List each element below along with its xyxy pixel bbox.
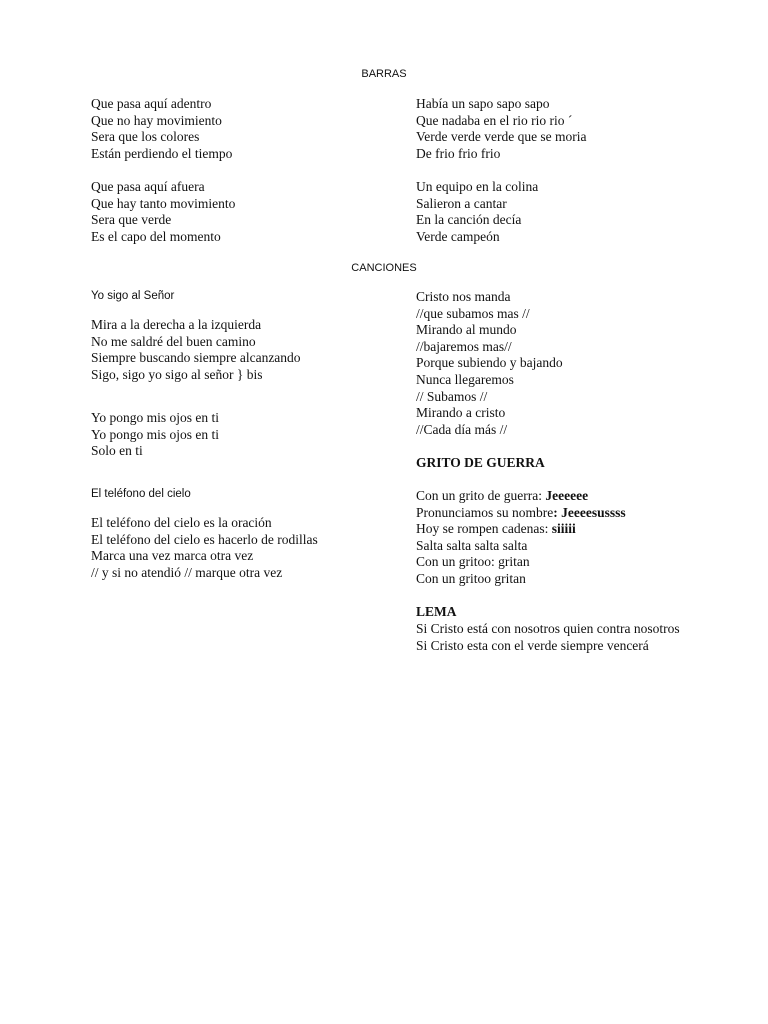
text-line: [416, 505, 626, 522]
cristo-manda-verse: [416, 289, 563, 438]
text-line: El teléfono del cielo es la oración: [91, 515, 272, 530]
text-line: Porque subiendo y bajando: [416, 355, 563, 371]
text-line: Si Cristo esta con el verde siempre vencerá: [416, 637, 649, 653]
text-bold: siiiii: [551, 521, 576, 537]
song-title-telefono: El teléfono del cielo: [91, 488, 191, 500]
text-line: Solo en ti: [91, 443, 143, 459]
text-line: Mirando a cristo: [416, 405, 506, 421]
text-line: Verde verde verde que se moria: [416, 129, 587, 145]
text-line: // y si no atendió // marque otra vez: [91, 564, 283, 580]
text-line: Que pasa aquí adentro: [91, 96, 212, 111]
text-plain: Con un grito de guerra:: [416, 488, 546, 503]
text-line: En la canción decía: [416, 212, 522, 228]
text-line: No me saldré del buen camino: [91, 333, 256, 349]
text-line: Están perdiendo el tiempo: [91, 145, 233, 161]
grito-title: GRITO DE GUERRA: [416, 455, 545, 470]
barras-left-stanza-1: [91, 96, 232, 162]
text-line: Un equipo en la colina: [416, 179, 539, 194]
grito-verse: [416, 488, 626, 588]
lema-verse: [416, 621, 680, 654]
text-line: //que subamos mas //: [416, 305, 530, 321]
yo-sigo-verse-2: [91, 410, 219, 460]
text-line: Siempre buscando siempre alcanzando: [91, 350, 301, 366]
text-line: Que hay tanto movimiento: [91, 195, 236, 211]
text-line: [416, 521, 626, 538]
text-line: Sigo, sigo yo sigo al señor } bis: [91, 366, 263, 382]
text-line: De frio frio frio: [416, 145, 501, 161]
text-line: Marca una vez marca otra vez: [91, 548, 254, 564]
text-plain: Hoy se rompen cadenas:: [416, 521, 552, 537]
text-line: Había un sapo sapo sapo: [416, 96, 550, 111]
text-line: Cristo nos manda: [416, 289, 511, 304]
text-line: Que pasa aquí afuera: [91, 179, 205, 194]
text-plain: Pronunciamos su nombre: [416, 504, 554, 520]
text-line: Mirando al mundo: [416, 322, 517, 338]
heading-canciones: CANCIONES: [351, 262, 417, 274]
text-line: //bajaremos mas//: [416, 338, 512, 354]
text-bold: : Jeeeesussss: [553, 504, 626, 520]
text-line: Salieron a cantar: [416, 195, 507, 211]
yo-sigo-verse-1: [91, 317, 301, 383]
telefono-verse: [91, 515, 318, 581]
text-line: Que no hay movimiento: [91, 112, 222, 128]
text-bold: Jeeeeee: [545, 488, 589, 503]
text-line: Yo pongo mis ojos en ti: [91, 410, 220, 425]
text-line: Sera que los colores: [91, 129, 200, 145]
text-line: Con un gritoo: gritan: [416, 554, 530, 570]
song-title-yo-sigo: Yo sigo al Señor: [91, 290, 175, 302]
lema-title: LEMA: [416, 604, 457, 619]
text-line: Con un gritoo gritan: [416, 570, 526, 586]
text-line: Sera que verde: [91, 212, 172, 228]
heading-barras: BARRAS: [361, 68, 407, 80]
barras-right-stanza-2: [416, 179, 538, 245]
text-line: Salta salta salta salta: [416, 537, 528, 553]
text-line: Nunca llegaremos: [416, 371, 514, 387]
text-line: El teléfono del cielo es hacerlo de rodillas: [91, 531, 318, 547]
text-line: Mira a la derecha a la izquierda: [91, 317, 262, 332]
barras-left-stanza-2: [91, 179, 235, 245]
text-line: [416, 488, 626, 505]
text-line: Yo pongo mis ojos en ti: [91, 426, 220, 442]
text-line: Es el capo del momento: [91, 228, 221, 244]
text-line: //Cada día más //: [416, 421, 508, 437]
text-line: Verde campeón: [416, 228, 500, 244]
text-line: Que nadaba en el rio rio rio ´: [416, 112, 573, 128]
barras-right-stanza-1: [416, 96, 587, 162]
text-line: Si Cristo está con nosotros quien contra nosotros: [416, 621, 680, 636]
text-line: // Subamos //: [416, 388, 488, 404]
